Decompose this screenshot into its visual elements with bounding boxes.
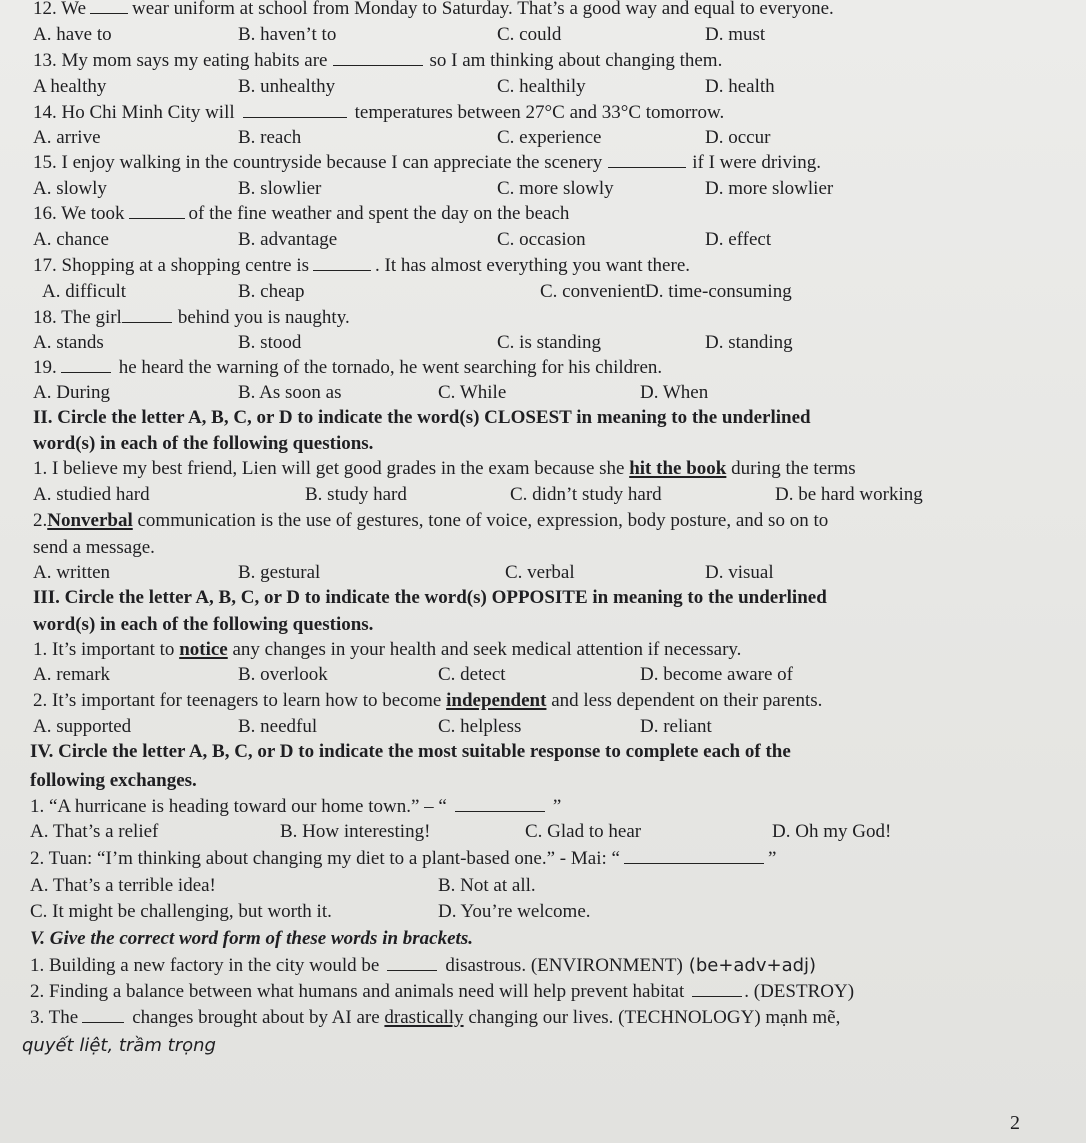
- answer-blank: [313, 256, 371, 271]
- q12-options: [0, 24, 1086, 48]
- section-2-question-2: [33, 510, 828, 532]
- option-a[interactable]: A. slowly: [33, 178, 107, 199]
- s5q3-stem-end: changing our lives. (TECHNOLOGY) mạnh mẽ,: [468, 1007, 841, 1028]
- s4q2-options-row2: [0, 901, 1086, 925]
- option-c[interactable]: C. healthily: [497, 76, 586, 97]
- s5q3-stem-start: 3. The: [30, 1007, 79, 1028]
- question-15: [33, 152, 821, 174]
- q17-options: [0, 281, 1086, 305]
- option-d[interactable]: D. reliant: [640, 716, 712, 737]
- section-3-question-2: [33, 690, 822, 712]
- option-a[interactable]: A. supported: [33, 716, 132, 737]
- answer-blank: [90, 0, 128, 14]
- option-b[interactable]: B. overlook: [238, 664, 328, 685]
- question-13: [33, 50, 722, 72]
- answer-blank: [129, 204, 185, 219]
- q16-options: [0, 229, 1086, 253]
- option-a[interactable]: A. That’s a relief: [30, 821, 159, 842]
- option-d[interactable]: D. When: [640, 382, 709, 403]
- option-d[interactable]: D. become aware of: [640, 664, 793, 685]
- section-4-heading-line1: IV. Circle the letter A, B, C, or D to indicate the most suitable response to complete each of the: [30, 741, 791, 762]
- option-b[interactable]: B. As soon as: [238, 382, 342, 403]
- page-number: 2: [1010, 1112, 1020, 1134]
- option-d[interactable]: D. must: [705, 24, 766, 45]
- answer-blank: [122, 308, 172, 323]
- option-b[interactable]: B. reach: [238, 127, 302, 148]
- section-5-question-2: [30, 981, 854, 1003]
- section-4-question-2: [30, 848, 776, 870]
- answer-blank: [243, 103, 347, 118]
- option-c[interactable]: C. occasion: [497, 229, 586, 250]
- option-c[interactable]: C. is standing: [497, 332, 601, 353]
- s4q1-stem-end: ”: [552, 796, 562, 817]
- answer-blank: [455, 797, 545, 812]
- s4q2-stem-start: 2. Tuan: “I’m thinking about changing my diet to a plant-based one.” - Mai: “: [30, 848, 620, 869]
- section-5-question-3: [30, 1007, 840, 1029]
- q18-options: [0, 332, 1086, 356]
- option-a[interactable]: A. arrive: [33, 127, 101, 148]
- s5q1-stem-end: disastrous. (ENVIRONMENT): [445, 955, 683, 976]
- q19-stem-end: he heard the warning of the tornado, he went searching for his children.: [118, 357, 663, 378]
- q16-stem-start: 16. We took: [33, 203, 125, 224]
- s2q1-stem-start: 1. I believe my best friend, Lien will get good grades in the exam because she: [33, 458, 625, 479]
- handwritten-note: quyết liệt, trầm trọng: [22, 1035, 216, 1056]
- option-d[interactable]: D. visual: [705, 562, 774, 583]
- option-c[interactable]: C. didn’t study hard: [510, 484, 662, 505]
- s5q2-stem-start: 2. Finding a balance between what humans and animals need will help prevent habitat: [30, 981, 685, 1002]
- s2q1-stem-end: during the terms: [731, 458, 856, 479]
- section-2-heading-line1: II. Circle the letter A, B, C, or D to indicate the word(s) CLOSEST in meaning to the underlined: [33, 407, 811, 428]
- s3q2-stem-start: 2. It’s important for teenagers to learn how to become: [33, 690, 442, 711]
- answer-blank: [624, 849, 764, 864]
- underlined-word: Nonverbal: [47, 510, 133, 531]
- option-b[interactable]: B. advantage: [238, 229, 338, 250]
- option-a[interactable]: A. During: [33, 382, 111, 403]
- q12-stem-end: wear uniform at school from Monday to Saturday. That’s a good way and equal to everyone.: [132, 0, 834, 19]
- option-c[interactable]: C. detect: [438, 664, 506, 685]
- option-d[interactable]: D. You’re welcome.: [438, 901, 591, 922]
- option-d[interactable]: D. standing: [705, 332, 793, 353]
- question-14: [33, 102, 724, 124]
- s5q1-stem-start: 1. Building a new factory in the city would be: [30, 955, 380, 976]
- q18-stem-start: 18. The girl: [33, 307, 122, 328]
- option-a[interactable]: A. That’s a terrible idea!: [30, 875, 216, 896]
- answer-blank: [61, 358, 111, 373]
- q15-stem-start: 15. I enjoy walking in the countryside because I can appreciate the scenery: [33, 152, 603, 173]
- option-c[interactable]: C. convenient: [540, 281, 646, 302]
- option-b[interactable]: B. needful: [238, 716, 318, 737]
- q13-stem-end: so I am thinking about changing them.: [429, 50, 723, 71]
- option-b[interactable]: B. unhealthy: [238, 76, 336, 97]
- answer-blank: [387, 956, 437, 971]
- q19-stem-start: 19.: [33, 357, 57, 378]
- question-12: [33, 0, 834, 20]
- s5q2-stem-end: . (DESTROY): [744, 981, 855, 1002]
- q15-stem-end: if I were driving.: [692, 152, 821, 173]
- q12-stem-start: 12. We: [33, 0, 87, 19]
- option-a[interactable]: A. written: [33, 562, 111, 583]
- s3q1-stem-end: any changes in your health and seek medical attention if necessary.: [232, 639, 742, 660]
- option-a[interactable]: A. remark: [33, 664, 111, 685]
- answer-blank: [82, 1008, 124, 1023]
- s3q2-options: [0, 716, 1086, 740]
- option-b[interactable]: B. How interesting!: [280, 821, 431, 842]
- option-c[interactable]: C. helpless: [438, 716, 522, 737]
- section-5-heading: V. Give the correct word form of these words in brackets.: [30, 928, 473, 949]
- q13-stem-start: 13. My mom says my eating habits are: [33, 50, 328, 71]
- answer-blank: [333, 51, 423, 66]
- q14-options: [0, 127, 1086, 151]
- question-17: [33, 255, 690, 277]
- section-4-question-1: [30, 796, 561, 818]
- option-a[interactable]: A. studied hard: [33, 484, 150, 505]
- question-16: [33, 203, 569, 225]
- option-d[interactable]: D. time-consuming: [645, 281, 792, 302]
- option-c[interactable]: C. It might be challenging, but worth it.: [30, 901, 332, 922]
- q18-stem-end: behind you is naughty.: [177, 307, 350, 328]
- section-3-heading-line1: III. Circle the letter A, B, C, or D to indicate the word(s) OPPOSITE in meaning to the underlined: [33, 587, 827, 608]
- q19-options: [0, 382, 1086, 406]
- option-c[interactable]: C. more slowly: [497, 178, 614, 199]
- q13-options: [0, 76, 1086, 100]
- option-c[interactable]: C. verbal: [505, 562, 575, 583]
- option-c[interactable]: C. experience: [497, 127, 602, 148]
- section-3-heading-line2: word(s) in each of the following questions.: [33, 614, 374, 635]
- underlined-word: independent: [446, 690, 547, 711]
- q17-stem-start: 17. Shopping at a shopping centre is: [33, 255, 309, 276]
- q14-stem-start: 14. Ho Chi Minh City will: [33, 102, 235, 123]
- section-2-heading-line2: word(s) in each of the following questions.: [33, 433, 374, 454]
- option-d[interactable]: D. health: [705, 76, 775, 97]
- q14-stem-end: temperatures between 27°C and 33°C tomorrow.: [354, 102, 725, 123]
- s2q1-options: [0, 484, 1086, 508]
- underlined-word: drastically: [384, 1007, 464, 1028]
- option-a[interactable]: A. difficult: [42, 281, 127, 302]
- option-a[interactable]: A. stands: [33, 332, 104, 353]
- section-2-question-1: [33, 458, 856, 480]
- q15-options: [0, 178, 1086, 202]
- option-c[interactable]: C. could: [497, 24, 562, 45]
- option-d[interactable]: D. effect: [705, 229, 772, 250]
- option-d[interactable]: D. Oh my God!: [772, 821, 892, 842]
- option-a[interactable]: A healthy: [33, 76, 107, 97]
- section-4-heading-line2: following exchanges.: [30, 770, 197, 791]
- handwritten-note: (be+adv+adj): [688, 955, 817, 976]
- option-b[interactable]: B. Not at all.: [438, 875, 536, 896]
- option-b[interactable]: B. study hard: [305, 484, 407, 505]
- question-19: [33, 357, 662, 379]
- section-5-question-1: [30, 955, 816, 977]
- s2q2-stem-line2: send a message.: [33, 537, 155, 558]
- option-b[interactable]: B. gestural: [238, 562, 321, 583]
- question-18: [33, 307, 350, 329]
- s2q2-options: [0, 562, 1086, 586]
- s4q2-stem-end: ”: [767, 848, 777, 869]
- s4q2-options-row1: [0, 875, 1086, 899]
- option-b[interactable]: B. slowlier: [238, 178, 322, 199]
- section-3-question-1: [33, 639, 741, 661]
- option-c[interactable]: C. While: [438, 382, 507, 403]
- option-d[interactable]: D. more slowlier: [705, 178, 834, 199]
- s3q1-stem-start: 1. It’s important to: [33, 639, 175, 660]
- option-a[interactable]: A. chance: [33, 229, 109, 250]
- answer-blank: [608, 153, 686, 168]
- s2q2-stem-start: 2.: [33, 510, 48, 531]
- option-b[interactable]: B. stood: [238, 332, 302, 353]
- option-c[interactable]: C. Glad to hear: [525, 821, 642, 842]
- s3q1-options: [0, 664, 1086, 688]
- option-b[interactable]: B. cheap: [238, 281, 305, 302]
- underlined-phrase: hit the book: [629, 458, 727, 479]
- s5q3-stem-middle: changes brought about by AI are: [132, 1007, 380, 1028]
- q16-stem-end: of the fine weather and spent the day on the beach: [188, 203, 570, 224]
- answer-blank: [692, 982, 742, 997]
- q17-stem-end: . It has almost everything you want there.: [375, 255, 691, 276]
- s4q1-stem-start: 1. “A hurricane is heading toward our home town.” – “: [30, 796, 447, 817]
- s4q1-options: [0, 821, 1086, 845]
- option-d[interactable]: D. occur: [705, 127, 771, 148]
- option-b[interactable]: B. haven’t to: [238, 24, 337, 45]
- s3q2-stem-end: and less dependent on their parents.: [551, 690, 823, 711]
- underlined-word: notice: [179, 639, 228, 660]
- option-d[interactable]: D. be hard working: [775, 484, 923, 505]
- s2q2-stem-end: communication is the use of gestures, tone of voice, expression, body posture, and so on to: [137, 510, 829, 531]
- option-a[interactable]: A. have to: [33, 24, 112, 45]
